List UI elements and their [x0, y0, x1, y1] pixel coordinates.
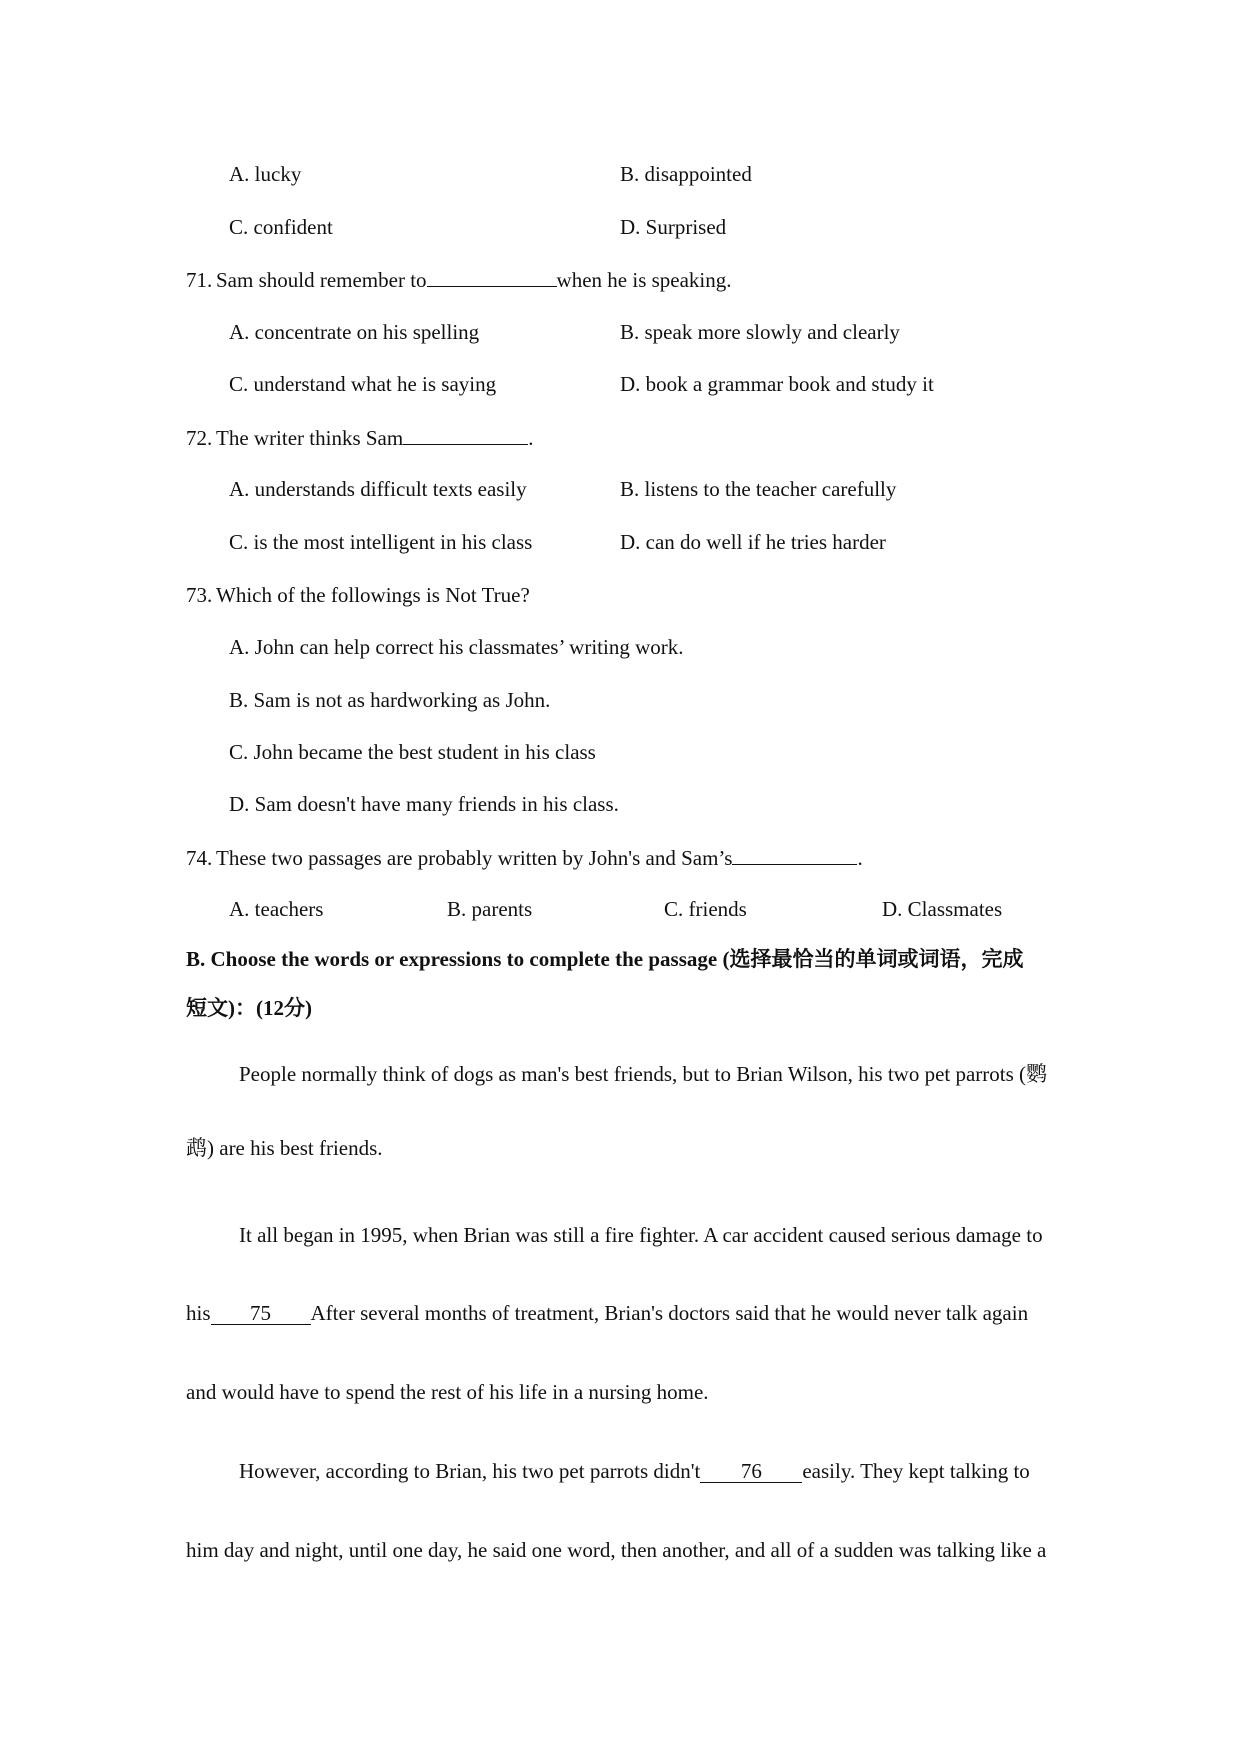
- passage-p2-line2: [186, 1300, 1028, 1326]
- q72-option-c: C. is the most intelligent in his class: [229, 530, 533, 554]
- blank-76: 76: [700, 1460, 802, 1483]
- section-b-heading: B. Choose the words or expressions to complete the passage (选择最恰当的单词或词语，完成: [186, 947, 1024, 971]
- q70-option-d: D. Surprised: [620, 215, 727, 239]
- answer-blank: [427, 266, 557, 287]
- question-71: [186, 266, 732, 293]
- question-number: 71.: [186, 268, 213, 292]
- q73-option-c: C. John became the best student in his class: [229, 740, 596, 764]
- question-stem: These two passages are probably written by John's and Sam’s: [216, 846, 733, 870]
- question-stem: Which of the followings is Not True?: [216, 583, 530, 607]
- question-number: 72.: [186, 426, 213, 450]
- q71-option-b: B. speak more slowly and clearly: [620, 320, 900, 344]
- passage-p3-line1: [239, 1458, 1030, 1484]
- q72-option-a: A. understands difficult texts easily: [229, 477, 527, 501]
- question-stem: The writer thinks Sam: [216, 426, 404, 450]
- passage-text: easily. They kept talking to: [802, 1459, 1030, 1483]
- q74-option-b: B. parents: [447, 897, 533, 921]
- question-number: 73.: [186, 583, 213, 607]
- question-stem: Sam should remember to: [216, 268, 427, 292]
- q73-option-b: B. Sam is not as hardworking as John.: [229, 688, 551, 712]
- q73-option-d: D. Sam doesn't have many friends in his class.: [229, 792, 619, 816]
- question-stem-end: .: [528, 426, 534, 450]
- passage-text: his: [186, 1301, 211, 1325]
- passage-p2-line1: It all began in 1995, when Brian was still a fire fighter. A car accident caused serious damage to: [239, 1223, 1043, 1247]
- passage-text: After several months of treatment, Brian's doctors said that he would never talk again: [310, 1301, 1029, 1325]
- passage-text: However, according to Brian, his two pet parrots didn't: [239, 1459, 701, 1483]
- q74-option-d: D. Classmates: [882, 897, 1003, 921]
- q74-option-c: C. friends: [664, 897, 747, 921]
- q71-option-a: A. concentrate on his spelling: [229, 320, 480, 344]
- q70-option-c: C. confident: [229, 215, 333, 239]
- question-72: [186, 424, 533, 451]
- q70-option-b: B. disappointed: [620, 162, 752, 186]
- question-73: [186, 582, 530, 608]
- passage-p1-line1: People normally think of dogs as man's best friends, but to Brian Wilson, his two pet parrots (鹦: [239, 1062, 1048, 1086]
- question-stem-end: when he is speaking.: [556, 268, 732, 292]
- q71-option-c: C. understand what he is saying: [229, 372, 497, 396]
- q72-option-b: B. listens to the teacher carefully: [620, 477, 897, 501]
- answer-blank: [732, 844, 857, 865]
- answer-blank: [403, 424, 528, 445]
- question-74: [186, 844, 863, 871]
- passage-p2-line3: and would have to spend the rest of his life in a nursing home.: [186, 1380, 709, 1404]
- section-b-heading-cont: 短文)：(12分): [186, 996, 312, 1020]
- question-stem-end: .: [857, 846, 863, 870]
- q74-option-a: A. teachers: [229, 897, 324, 921]
- q71-option-d: D. book a grammar book and study it: [620, 372, 934, 396]
- q73-option-a: A. John can help correct his classmates’ writing work.: [229, 635, 684, 659]
- passage-p3-line2: him day and night, until one day, he said one word, then another, and all of a sudden was talking like a: [186, 1538, 1047, 1562]
- q72-option-d: D. can do well if he tries harder: [620, 530, 886, 554]
- question-number: 74.: [186, 846, 213, 870]
- q70-option-a: A. lucky: [229, 162, 302, 186]
- passage-p1-line2: 鹉) are his best friends.: [186, 1136, 383, 1160]
- blank-75: 75: [211, 1302, 311, 1325]
